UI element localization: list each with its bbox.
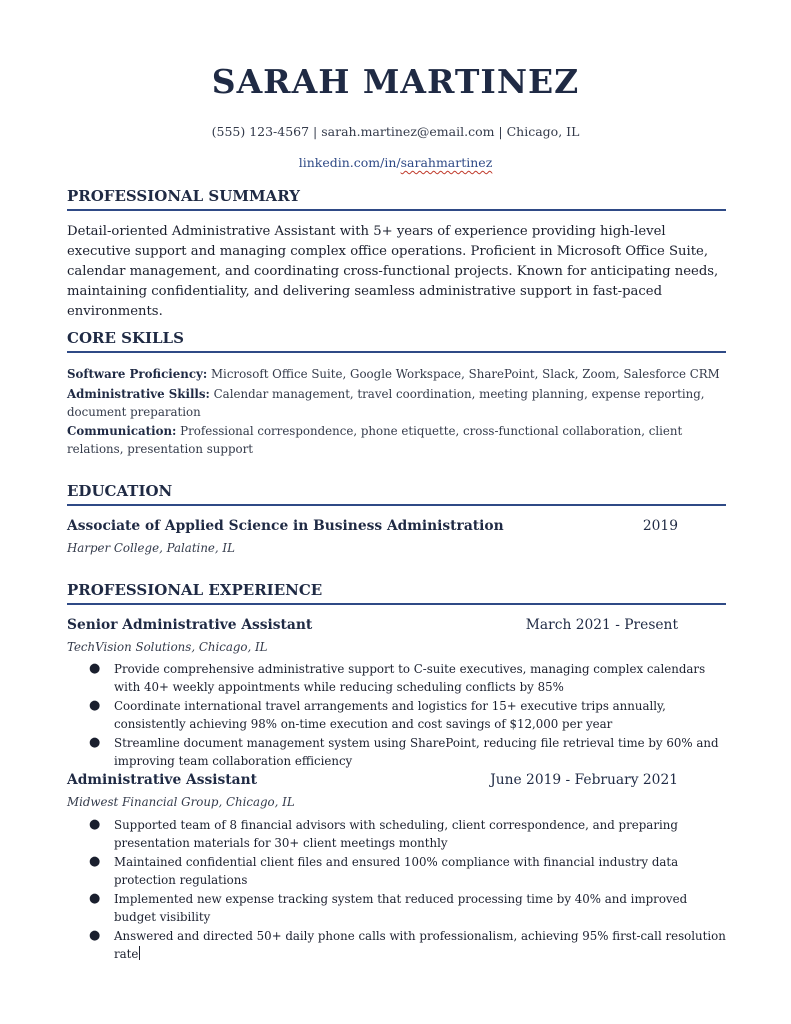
bullet-icon: ● — [89, 891, 101, 906]
bullet-text: Streamline document management system using SharePoint, reducing file retrieval time by 60% and improving team collaboration efficiency — [114, 736, 719, 768]
experience-heading: PROFESSIONAL EXPERIENCE — [67, 581, 726, 605]
job-dates: June 2019 - February 2021 — [490, 772, 678, 788]
list-item — [67, 697, 727, 733]
list-item — [67, 660, 727, 696]
skill-administrative — [67, 385, 727, 421]
summary-heading: PROFESSIONAL SUMMARY — [67, 187, 726, 211]
bullet-icon: ● — [89, 661, 101, 676]
job-bullets — [67, 660, 727, 771]
skill-value: Professional correspondence, phone etiquette, cross-functional collaboration, client relations, presentation support — [67, 424, 683, 456]
skill-label: Administrative Skills: — [67, 387, 210, 401]
job-title: Senior Administrative Assistant — [67, 617, 313, 633]
summary-text: Detail-oriented Administrative Assistant with 5+ years of experience providing high-level executive support and managing complex office operations. Proficient in Microsoft Office Suite, calendar management, and coordinating cross-functional projects. Known for anticipating needs, maintaining confidentiality, and delivering seamless administrative support in fast-paced environments. — [67, 224, 719, 319]
candidate-name: SARAH MARTINEZ — [211, 62, 580, 101]
bullet-icon: ● — [89, 854, 101, 869]
bullet-icon: ● — [89, 928, 101, 943]
skill-label: Software Proficiency: — [67, 367, 208, 381]
bullet-icon: ● — [89, 735, 101, 750]
list-item — [67, 890, 727, 926]
bullet-text: Answered and directed 50+ daily phone calls with professionalism, achieving 95% first-call resolution rate — [114, 929, 726, 961]
linkedin-handle: sarahmartinez — [400, 155, 493, 170]
job-dates: March 2021 - Present — [525, 617, 678, 633]
education-year: 2019 — [642, 518, 678, 534]
skill-label: Communication: — [67, 424, 177, 438]
job-company: TechVision Solutions, Chicago, IL — [67, 640, 268, 654]
job-bullets — [67, 816, 727, 964]
skill-software — [67, 365, 727, 383]
linkedin-link[interactable] — [0, 155, 791, 170]
education-school: Harper College, Palatine, IL — [67, 541, 235, 555]
job-title: Administrative Assistant — [67, 772, 257, 788]
skill-value: Microsoft Office Suite, Google Workspace, SharePoint, Slack, Zoom, Salesforce CRM — [210, 367, 720, 381]
skills-heading: CORE SKILLS — [67, 329, 726, 353]
linkedin-prefix: linkedin.com/in/ — [298, 155, 401, 170]
text-cursor — [139, 946, 140, 960]
bullet-text: Provide comprehensive administrative support to C-suite executives, managing complex calendars with 40+ weekly appointments while reducing scheduling conflicts by 85% — [114, 662, 706, 694]
bullet-text: Supported team of 8 financial advisors with scheduling, client correspondence, and preparing presentation materials for 30+ client meetings monthly — [114, 818, 678, 850]
list-item — [67, 927, 727, 963]
bullet-text: Maintained confidential client files and ensured 100% compliance with financial industry data protection regulations — [114, 855, 679, 887]
education-heading: EDUCATION — [67, 482, 726, 506]
job-company: Midwest Financial Group, Chicago, IL — [67, 795, 295, 809]
list-item — [67, 853, 727, 889]
education-degree: Associate of Applied Science in Business Administration — [67, 518, 504, 534]
skill-value: Calendar management, travel coordination, meeting planning, expense reporting, document preparation — [67, 387, 705, 419]
bullet-text: Implemented new expense tracking system that reduced processing time by 40% and improved budget visibility — [114, 892, 688, 924]
contact-line: (555) 123-4567 | sarah.martinez@email.com | Chicago, IL — [211, 124, 580, 139]
bullet-text: Coordinate international travel arrangements and logistics for 15+ executive trips annually, consistently achieving 98% on-time execution and cost savings of $12,000 per year — [114, 699, 666, 731]
bullet-icon: ● — [89, 698, 101, 713]
list-item — [67, 816, 727, 852]
bullet-icon: ● — [89, 817, 101, 832]
skill-communication — [67, 422, 727, 458]
list-item — [67, 734, 727, 770]
